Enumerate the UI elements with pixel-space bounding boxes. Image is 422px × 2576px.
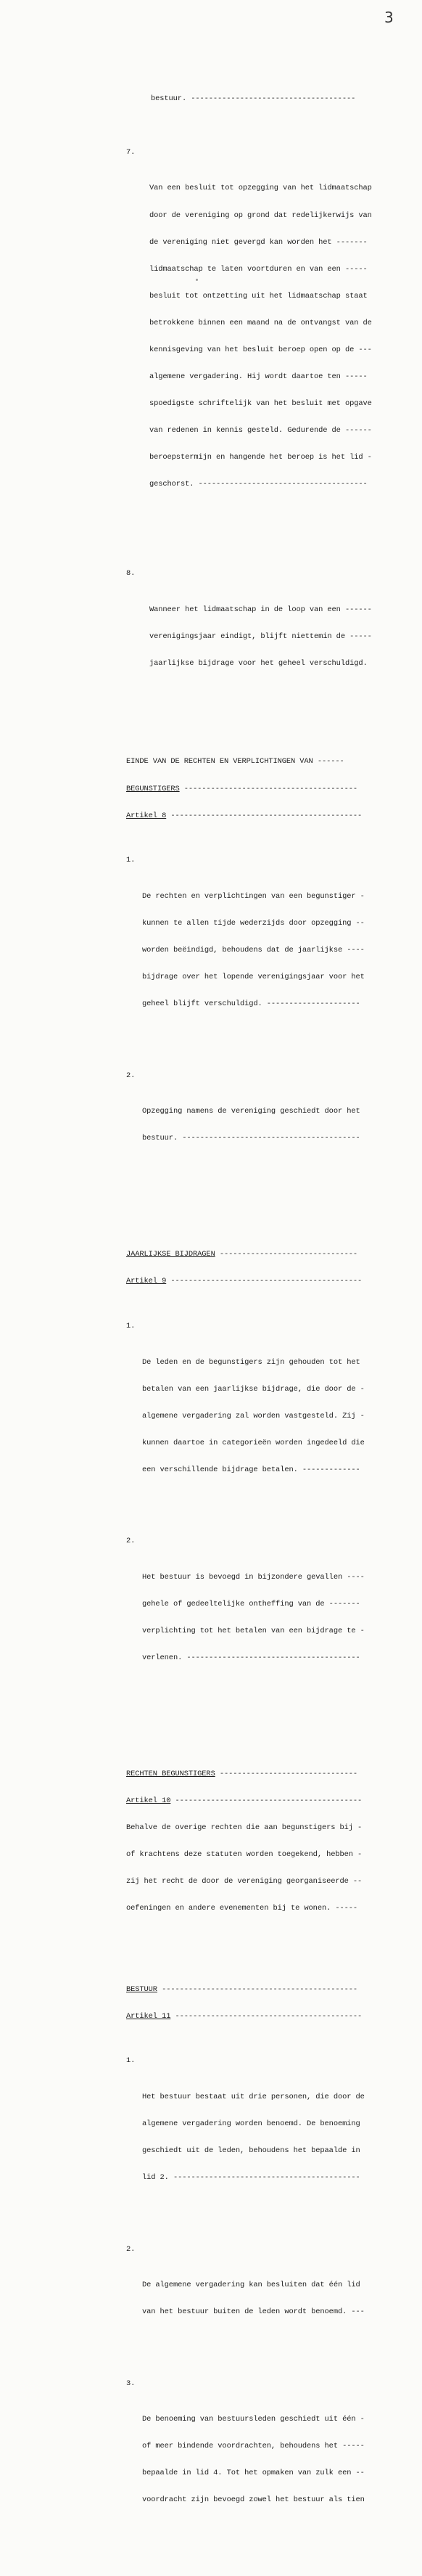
text-line: lid 2. ------------------------------------------ [142, 2172, 360, 2182]
text-line: kennisgeving van het besluit beroep open op de --- [149, 345, 372, 354]
text-line: of meer bindende voordrachten, behoudens het ----- [142, 2442, 365, 2451]
item-number: 2. [126, 1537, 136, 1546]
article-dashes: ------------------------------------------ [170, 2011, 363, 2021]
article-dashes: ------------------------------------------- [166, 811, 363, 820]
text-line: een verschillende bijdrage betalen. ------------- [142, 1465, 360, 1474]
item-number: 1. [126, 2056, 136, 2066]
section-heading-continued [126, 785, 403, 793]
text-line: bestuur. ---------------------------------------- [142, 1133, 360, 1142]
heading-dashes: -------------------------------------------- [157, 1984, 358, 1994]
heading-text: RECHTEN BEGUNSTIGERS [126, 1770, 215, 1779]
article-dashes: ------------------------------------------ [170, 1796, 363, 1806]
text-line: verenigingsjaar eindigt, blijft niettemin de ----- [149, 631, 372, 641]
section-heading [126, 757, 403, 766]
heading-dashes: --------------------------------------- [179, 784, 358, 793]
article-label: Artikel 11 [126, 2011, 171, 2021]
heading-dashes: ------------------------------- [215, 1250, 358, 1259]
text-line: zij het recht de door de vereniging georganiseerde -- [126, 1877, 363, 1886]
article-dashes: ------------------------------------------- [166, 1277, 363, 1286]
text-line: besluit tot ontzetting uit het lidmaatschap staat [149, 291, 368, 300]
text-line: Van een besluit tot opzegging van het lidmaatschap [149, 184, 372, 193]
list-item [126, 560, 403, 704]
text-line: algemene vergadering zal worden vastgesteld. Zij - [142, 1411, 365, 1420]
section-heading [126, 1770, 403, 1778]
text-line: kunnen daartoe in categorieën worden ingedeeld die [142, 1438, 365, 1447]
document-body [126, 68, 403, 2576]
item-number: 2. [126, 1071, 136, 1080]
list-item [126, 139, 403, 525]
article-heading [126, 1277, 403, 1285]
text-line: jaarlijkse bijdrage voor het geheel verschuldigd. [149, 658, 368, 668]
text-line: algemene vergadering worden benoemd. De benoeming [142, 2119, 360, 2128]
text-line: Het bestuur bestaat uit drie personen, die door de [142, 2092, 365, 2101]
section-heading [126, 1985, 403, 1994]
page-number: 3 [384, 9, 394, 26]
item-number: 2. [126, 2244, 136, 2254]
heading-text: BEGUNSTIGERS [126, 784, 180, 793]
item-number: 1. [126, 1322, 136, 1331]
list-item [126, 2236, 403, 2352]
text-line: de vereniging niet gevergd kan worden het ------- [149, 237, 368, 247]
text-line: geschiedt uit de leden, behoudens het bepaalde in [142, 2146, 360, 2155]
text-line: lidmaatschap te laten voortduren en van een ----- [149, 264, 368, 274]
item-number: 7. [126, 148, 136, 158]
list-item [126, 2370, 403, 2540]
text-line: verplichting tot het betalen van een bijdrage te - [142, 1626, 365, 1635]
item-number: 8. [126, 569, 136, 578]
article-heading [126, 811, 403, 820]
continuation-line: bestuur. ------------------------------------- [151, 94, 356, 104]
list-item [126, 1528, 403, 1698]
text-line: bijdrage over het lopende verenigingsjaar voor het [142, 972, 365, 981]
article-label: Artikel 8 [126, 811, 167, 820]
text-line: van het bestuur buiten de leden wordt benoemd. --- [142, 2307, 365, 2316]
article-heading [126, 2012, 403, 2021]
text-line: kunnen te allen tijde wederzijds door opzegging -- [142, 918, 365, 928]
section-bestuur [126, 1967, 403, 2559]
text-line: Behalve de overige rechten die aan begunstigers bij - [126, 1823, 363, 1833]
text-line: beroepstermijn en hangende het beroep is het lid - [149, 452, 372, 462]
text-line: betalen van een jaarlijkse bijdrage, die door de - [142, 1384, 365, 1394]
section-jaarlijkse-bijdragen [126, 1232, 403, 1717]
heading-dashes: ------ [313, 757, 344, 766]
heading-dashes: ------------------------------- [215, 1770, 358, 1779]
list-item [126, 1313, 403, 1510]
list-item [126, 2048, 403, 2218]
text-line: of krachtens deze statuten worden toegekend, hebben - [126, 1850, 363, 1860]
text-line: De leden en de begunstigers zijn gehouden tot het [142, 1357, 360, 1367]
list-item [126, 1062, 403, 1178]
section-einde [126, 740, 403, 1197]
text-line: De rechten en verplichtingen van een begunstiger - [142, 891, 365, 901]
article-label: Artikel 9 [126, 1277, 167, 1286]
article-heading [126, 1796, 403, 1805]
text-line: worden beëindigd, behoudens dat de jaarlijkse ---- [142, 945, 365, 954]
text-line: Het bestuur is bevoegd in bijzondere gevallen ---- [142, 1572, 365, 1582]
text-line: geheel blijft verschuldigd. --------------------- [142, 999, 360, 1008]
text-line: van redenen in kennis gesteld. Gedurende de ------ [149, 425, 372, 435]
text-line: door de vereniging op grond dat redelijkerwijs van [149, 210, 372, 220]
text-line: algemene vergadering. Hij wordt daartoe ten ----- [149, 372, 368, 381]
article-label: Artikel 10 [126, 1796, 171, 1806]
text-line: gehele of gedeeltelijke ontheffing van de ------- [142, 1599, 360, 1608]
text-line: geschorst. -------------------------------------- [149, 479, 368, 488]
section-heading [126, 1250, 403, 1259]
text-line: Opzegging namens de vereniging geschiedt door het [142, 1106, 360, 1116]
text-line: Wanneer het lidmaatschap in de loop van een ------ [149, 605, 372, 614]
text-line: betrokkene binnen een maand na de ontvangst van de [149, 318, 372, 327]
list-item [126, 847, 403, 1044]
item-number: 1. [126, 856, 136, 865]
heading-text: JAARLIJKSE BIJDRAGEN [126, 1250, 215, 1259]
text-line: De algemene vergadering kan besluiten dat één lid [142, 2280, 360, 2289]
heading-text: BESTUUR [126, 1984, 157, 1994]
text-line: voordracht zijn bevoegd zowel het bestuur als tien [142, 2495, 365, 2505]
text-line: oefeningen en andere evenementen bij te wonen. ----- [126, 1904, 358, 1913]
heading-text: EINDE VAN DE RECHTEN EN VERPLICHTINGEN VAN [126, 757, 313, 766]
item-number: 3. [126, 2379, 136, 2388]
text-line: verlenen. --------------------------------------- [142, 1653, 360, 1662]
section-rechten-begunstigers [126, 1752, 403, 1931]
text-line: spoedigste schriftelijk van het besluit met opgave [149, 398, 372, 408]
text-line: bepaalde in lid 4. Tot het opmaken van zulk een -- [142, 2469, 365, 2478]
text-line: De benoeming van bestuursleden geschiedt uit één - [142, 2415, 365, 2424]
